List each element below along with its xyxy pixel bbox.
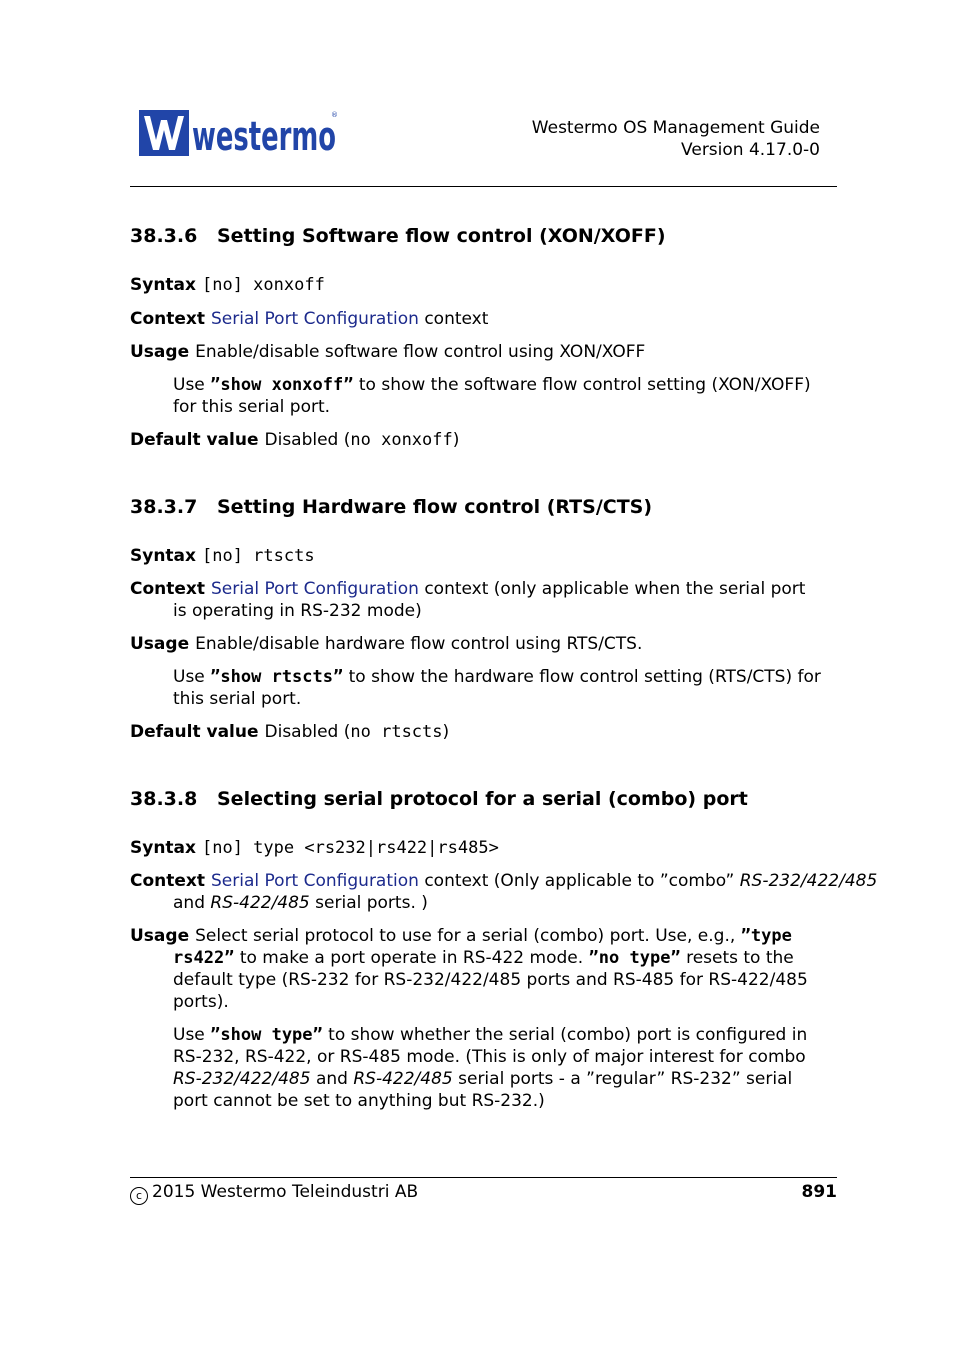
text-span: RS-422/485 xyxy=(210,893,310,913)
usage-detail xyxy=(173,374,837,418)
text-span: Disabled ( xyxy=(264,430,351,450)
text-span: RS-422/485 xyxy=(353,1069,453,1089)
text-span: Selecting serial protocol for a serial (combo) port xyxy=(217,788,748,810)
text-span: to show the software flow control setting (XON/XOFF) xyxy=(353,375,811,395)
text-span: ”no type” xyxy=(588,948,681,968)
text-span: context (only applicable when the serial port xyxy=(418,579,806,599)
context-row xyxy=(130,308,837,330)
usage-row xyxy=(130,633,837,655)
text-span: default type (RS-232 for RS-232/422/485 ports and RS-485 for RS-422/485 xyxy=(173,970,808,990)
section-heading-38-3-7 xyxy=(130,496,652,518)
section-heading-38-3-8 xyxy=(130,788,748,810)
context-row xyxy=(130,870,890,892)
usage-row xyxy=(130,341,837,363)
text-span: Context xyxy=(130,579,206,599)
default-row xyxy=(130,429,837,451)
guide-title: Westermo OS Management Guide xyxy=(531,118,820,138)
text-span: no xonxoff xyxy=(350,430,453,450)
syntax-row xyxy=(130,837,837,859)
text-span: ) xyxy=(452,430,460,450)
text-span: serial ports. ) xyxy=(309,893,428,913)
text-span: and xyxy=(173,893,211,913)
text-span: [no] xonxoff xyxy=(202,275,325,295)
footer-rule xyxy=(130,1177,837,1178)
text-span: Default value xyxy=(130,430,259,450)
text-span: Select serial protocol to use for a serial (combo) port. Use, e.g., xyxy=(195,926,741,946)
text-span: Context xyxy=(130,871,206,891)
text-span: Use xyxy=(173,1025,211,1045)
serial-port-config-link[interactable]: Serial Port Configuration xyxy=(211,309,419,329)
text-span: to show whether the serial (combo) port is configured in xyxy=(322,1025,808,1045)
text-span: ”show xonxoff” xyxy=(210,375,354,395)
text-span: RS-232/422/485 xyxy=(173,1069,311,1089)
text-span: Usage xyxy=(130,342,190,362)
text-span: 38.3.7 xyxy=(130,496,198,518)
text-span: 38.3.8 xyxy=(130,788,198,810)
usage-detail xyxy=(173,666,837,710)
text-span: Setting Software flow control (XON/XOFF) xyxy=(217,225,666,247)
text-span: to make a port operate in RS-422 mode. xyxy=(234,948,589,968)
text-span: port cannot be set to anything but RS-232.) xyxy=(173,1091,545,1111)
text-span: Enable/disable hardware flow control using RTS/CTS. xyxy=(195,634,643,654)
text-span: [no] type <rs232|rs422|rs485> xyxy=(202,838,499,858)
header-text xyxy=(532,117,820,161)
text-span: to show the hardware flow control setting (RTS/CTS) for xyxy=(343,667,821,687)
text-span: rs422” xyxy=(173,948,235,968)
context-continuation: is operating in RS-232 mode) xyxy=(173,601,422,621)
text-span: RS-232, RS-422, or RS-485 mode. (This is only of major interest for combo xyxy=(173,1047,806,1067)
svg-text:westermo: westermo xyxy=(192,114,336,158)
text-span: Setting Hardware flow control (RTS/CTS) xyxy=(217,496,653,518)
text-span: this serial port. xyxy=(173,689,302,709)
text-span: Use xyxy=(173,667,211,687)
syntax-row xyxy=(130,545,837,567)
serial-port-config-link[interactable]: Serial Port Configuration xyxy=(211,871,419,891)
text-span: Enable/disable software flow control using XON/XOFF xyxy=(195,342,646,362)
text-span: and xyxy=(310,1069,354,1089)
text-span: Syntax xyxy=(130,275,196,295)
text-span: ports). xyxy=(173,992,229,1012)
text-span: Default value xyxy=(130,722,259,742)
text-span: [no] rtscts xyxy=(202,546,315,566)
serial-port-config-link[interactable]: Serial Port Configuration xyxy=(211,579,419,599)
usage-row xyxy=(130,925,837,947)
text-span: context xyxy=(418,309,489,329)
text-span: for this serial port. xyxy=(173,397,331,417)
text-span: Disabled ( xyxy=(264,722,351,742)
text-span: RS-232/422/485 xyxy=(739,871,878,891)
guide-version: Version 4.17.0-0 xyxy=(681,140,820,160)
page-number: 891 xyxy=(801,1182,837,1202)
copyright-icon: c xyxy=(130,1187,148,1205)
context-row xyxy=(130,578,837,600)
text-span: Usage xyxy=(130,926,190,946)
context-continuation xyxy=(173,892,837,914)
text-span: 38.3.6 xyxy=(130,225,198,247)
header-rule xyxy=(130,186,837,187)
westermo-logo xyxy=(139,110,339,158)
section-heading-38-3-6 xyxy=(130,225,666,247)
usage-detail xyxy=(173,1024,837,1112)
text-span: Usage xyxy=(130,634,190,654)
text-span: 2015 Westermo Teleindustri AB xyxy=(152,1182,419,1202)
text-span: resets to the xyxy=(680,948,794,968)
text-span: Context xyxy=(130,309,206,329)
text-span: Syntax xyxy=(130,838,196,858)
default-row xyxy=(130,721,837,743)
text-span: ”show rtscts” xyxy=(210,667,344,687)
text-span: Syntax xyxy=(130,546,196,566)
text-span: ”show type” xyxy=(210,1025,323,1045)
text-span: serial ports - a ”regular” RS-232” serial xyxy=(452,1069,793,1089)
text-span: Use xyxy=(173,375,211,395)
footer-copyright xyxy=(130,1182,418,1205)
usage-continuation xyxy=(173,947,837,1013)
text-span: no rtscts xyxy=(350,722,443,742)
syntax-row xyxy=(130,274,837,296)
svg-text:®: ® xyxy=(331,111,338,119)
text-span: ”type xyxy=(740,926,792,946)
text-span: context (Only applicable to ”combo” xyxy=(418,871,740,891)
text-span: ) xyxy=(442,722,450,742)
